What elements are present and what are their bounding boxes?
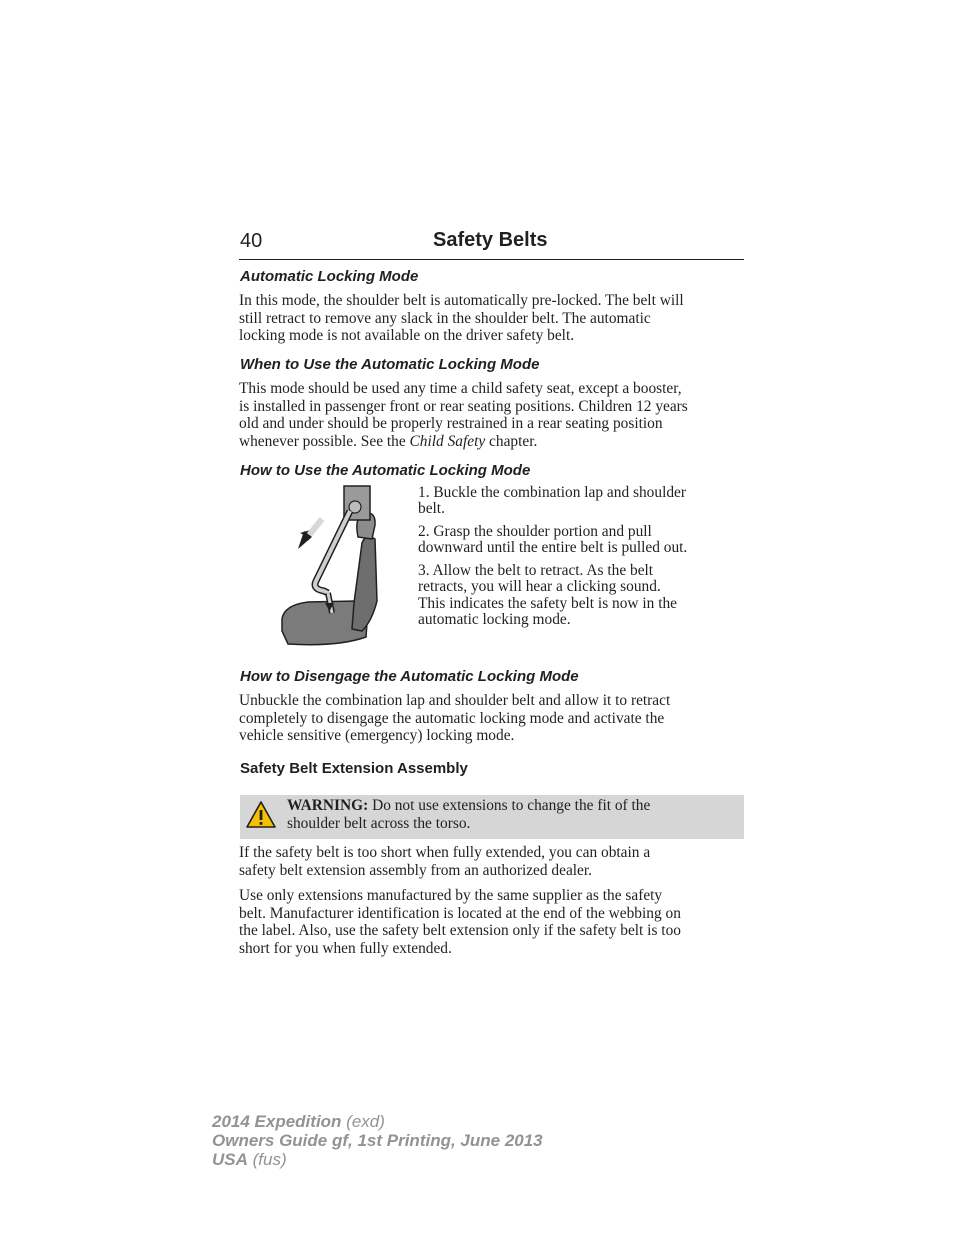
text-line: locking mode is not available on the driver safety belt. (239, 327, 575, 345)
text-fragment: Do not use extensions to change the fit of the (368, 797, 651, 814)
text-line: vehicle sensitive (emergency) locking mode. (239, 727, 515, 745)
text-line: still retract to remove any slack in the shoulder belt. The automatic (239, 309, 651, 327)
text-line: retracts, you will hear a clicking sound. (418, 578, 661, 596)
text-line: 3. Allow the belt to retract. As the belt (418, 562, 654, 579)
footer-model-line (212, 1112, 543, 1131)
footer-model: 2014 Expedition (212, 1112, 342, 1131)
page-header (239, 229, 744, 260)
footer-region: USA (212, 1150, 248, 1169)
warning-label: WARNING: (287, 797, 369, 814)
text-line: is installed in passenger front or rear seating positions. Children 12 years (239, 397, 688, 415)
text-line: belt. (418, 500, 445, 518)
heading-when-to-use: When to Use the Automatic Locking Mode (240, 356, 540, 373)
text-line: belt. Manufacturer identification is located at the end of the webbing on (239, 904, 681, 922)
paragraph-extension-availability (239, 844, 747, 879)
child-safety-reference: Child Safety (409, 432, 486, 450)
text-line: short for you when fully extended. (239, 939, 452, 957)
footer-region-code: (fus) (247, 1150, 287, 1169)
text-line: Use only extensions manufactured by the same supplier as the safety (239, 887, 663, 904)
text-line: shoulder belt across the torso. (287, 814, 471, 832)
heading-automatic-locking-mode: Automatic Locking Mode (240, 268, 419, 285)
page-number: 40 (240, 230, 263, 252)
paragraph-when-to-use (239, 380, 747, 450)
text-line (287, 797, 737, 815)
footer-guide: Owners Guide gf, 1st Printing, June 2013 (212, 1131, 543, 1150)
text-line: downward until the entire belt is pulled out. (418, 539, 688, 557)
text-fragment: whenever possible. See the (239, 432, 410, 450)
seat-belt-illustration (268, 481, 388, 651)
heading-how-to-use: How to Use the Automatic Locking Mode (240, 462, 531, 479)
warning-triangle-icon (246, 800, 276, 830)
text-line: If the safety belt is too short when fully extended, you can obtain a (239, 844, 651, 861)
text-line: This mode should be used any time a child safety seat, except a booster, (239, 380, 682, 397)
paragraph-automatic-locking-mode (239, 292, 747, 345)
text-line: This indicates the safety belt is now in the (418, 594, 678, 612)
text-line: 2. Grasp the shoulder portion and pull (418, 523, 652, 540)
paragraph-how-to-disengage (239, 692, 747, 745)
text-line: automatic locking mode. (418, 611, 571, 629)
footer-guide-line (212, 1131, 543, 1150)
text-line: completely to disengage the automatic locking mode and activate the (239, 709, 665, 727)
text-line: Unbuckle the combination lap and shoulder belt and allow it to retract (239, 692, 671, 709)
heading-extension-assembly: Safety Belt Extension Assembly (240, 760, 468, 777)
text-line: In this mode, the shoulder belt is automatically pre-locked. The belt will (239, 292, 684, 309)
footer-model-code: (exd) (341, 1112, 385, 1131)
instruction-step-3 (418, 563, 738, 629)
text-fragment: chapter. (485, 432, 538, 450)
chapter-title: Safety Belts (433, 229, 548, 251)
text-line: safety belt extension assembly from an authorized dealer. (239, 861, 593, 879)
warning-box (240, 795, 744, 839)
paragraph-extension-usage (239, 887, 747, 957)
footer-region-line (212, 1150, 543, 1169)
text-line: the label. Also, use the safety belt extension only if the safety belt is too (239, 922, 681, 940)
text-line: old and under should be properly restrained in a rear seating position (239, 415, 663, 433)
instruction-step-2 (418, 524, 738, 557)
warning-text (287, 797, 737, 832)
heading-how-to-disengage: How to Disengage the Automatic Locking Mode (240, 668, 579, 685)
text-line (239, 433, 747, 451)
text-line: 1. Buckle the combination lap and shoulder (418, 484, 686, 501)
page-footer (212, 1112, 543, 1169)
instruction-step-1 (418, 485, 738, 518)
